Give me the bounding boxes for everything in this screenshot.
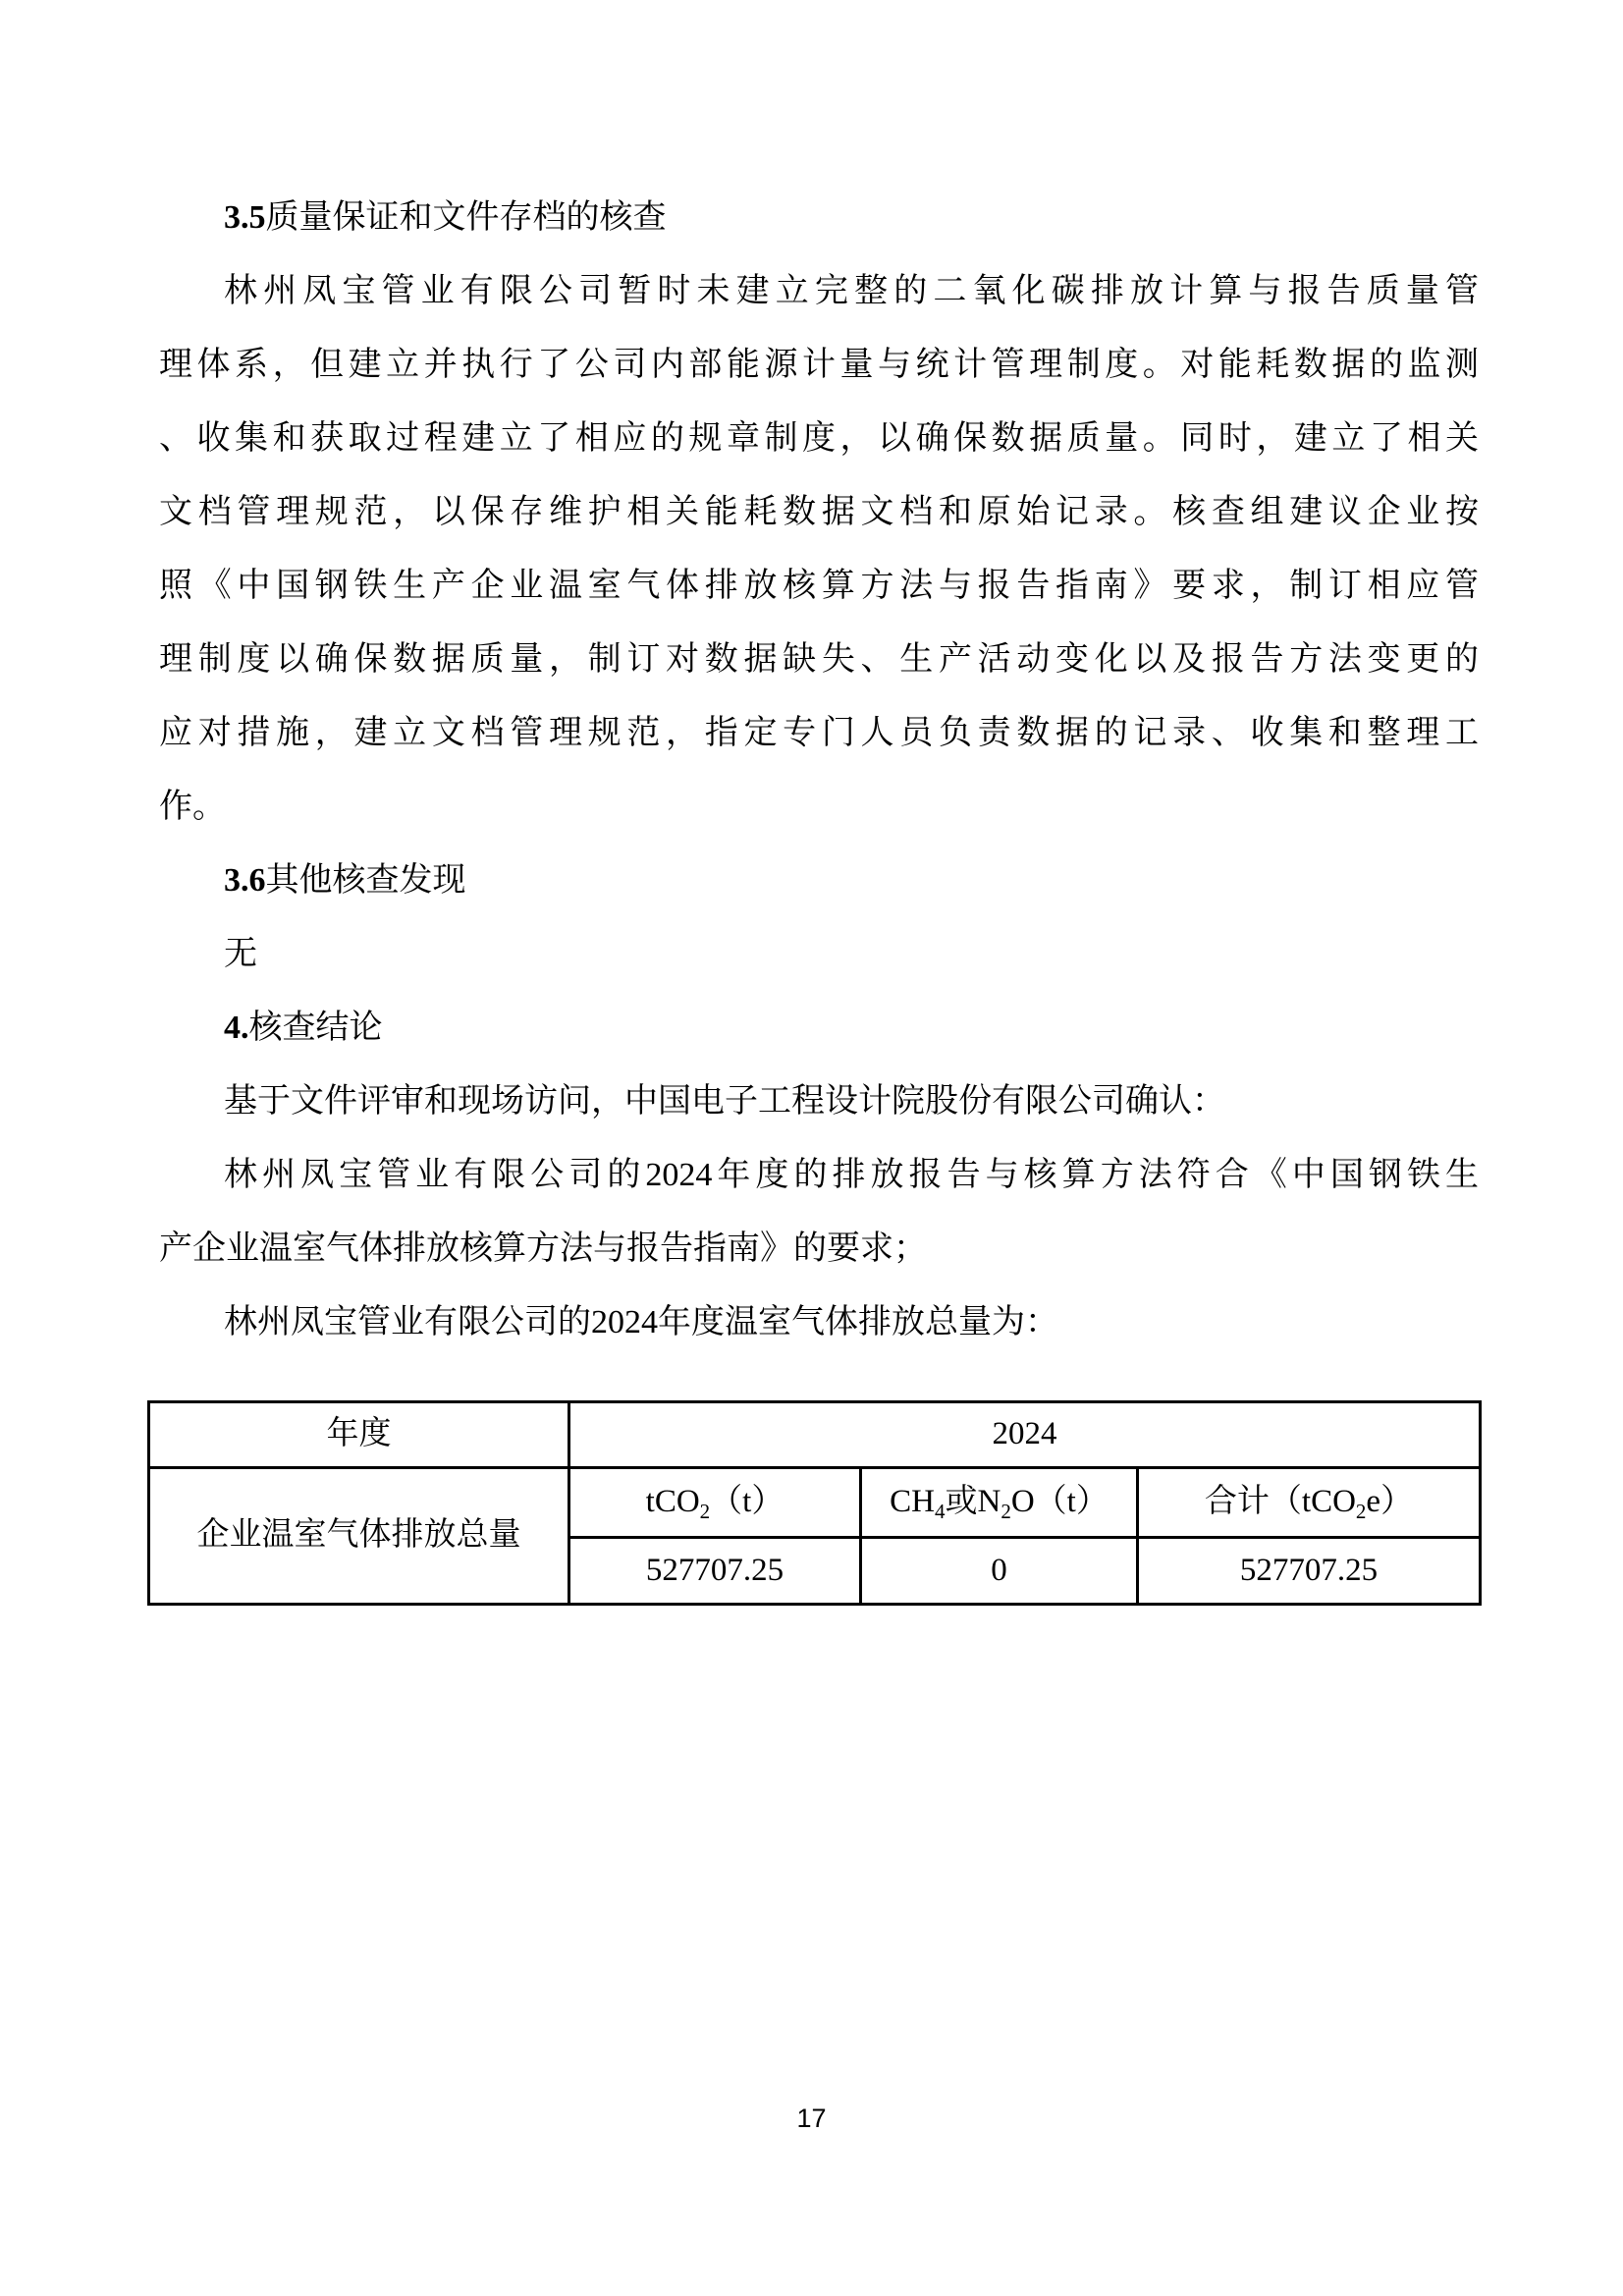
heading-3-5	[159, 181, 1479, 254]
heading-3-6-number: 3.6	[224, 862, 266, 899]
heading-4-title: 核查结论	[248, 1010, 383, 1046]
unit-ch4-text: CH	[890, 1484, 935, 1520]
unit-total-text: 合计（tCO	[1204, 1484, 1356, 1520]
unit-co2-text: tCO	[645, 1484, 700, 1520]
heading-4	[159, 991, 1479, 1065]
emissions-summary-table	[147, 1400, 1482, 1606]
paragraph-quality-line: 林州凤宝管业有限公司暂时未建立完整的二氧化碳排放计算与报告质量管	[224, 273, 1479, 309]
paragraph-total-intro: 林州凤宝管业有限公司的2024年度温室气体排放总量为：	[224, 1304, 1058, 1340]
unit-total-subscript: 2	[1355, 1500, 1367, 1524]
table-row-year	[149, 1402, 1481, 1468]
paragraph-quality-line: 、收集和获取过程建立了相应的规章制度，以确保数据质量。同时，建立了相关	[159, 420, 1479, 457]
page-number: 17	[796, 2104, 827, 2133]
table-row-units	[149, 1468, 1481, 1538]
heading-3-5-number: 3.5	[224, 199, 266, 236]
paragraph-quality-line: 理制度以确保数据质量，制订对数据缺失、生产活动变化以及报告方法变更的	[159, 641, 1479, 678]
unit-n2o-text: 或N	[945, 1484, 1001, 1520]
unit-n2o-subscript: 2	[1001, 1500, 1011, 1524]
cell-year-label: 年度	[149, 1402, 569, 1468]
unit-co2-subscript: 2	[699, 1500, 711, 1524]
heading-3-6-title: 其他核查发现	[265, 862, 466, 899]
cell-unit-co2	[569, 1468, 861, 1538]
paragraph-quality-line: 作。	[159, 789, 226, 825]
page-content	[159, 181, 1479, 1606]
cell-unit-ch4-n2o	[861, 1468, 1138, 1538]
unit-total-suffix: e）	[1366, 1484, 1414, 1520]
paragraph-compliance-line: 林州凤宝管业有限公司的2024年度的排放报告与核算方法符合《中国钢铁生	[224, 1157, 1479, 1193]
paragraph-quality-line: 应对措施，建立文档管理规范，指定专门人员负责数据的记录、收集和整理工	[159, 715, 1479, 751]
paragraph-conclusion-intro: 基于文件评审和现场访问，中国电子工程设计院股份有限公司确认：	[224, 1083, 1225, 1120]
cell-value-total: 527707.25	[1138, 1538, 1481, 1605]
cell-unit-total	[1138, 1468, 1481, 1538]
cell-row-label: 企业温室气体排放总量	[149, 1468, 569, 1605]
unit-co2-suffix: （t）	[710, 1484, 784, 1520]
cell-value-co2: 527707.25	[569, 1538, 861, 1605]
heading-4-number: 4.	[224, 1010, 249, 1046]
heading-3-5-title: 质量保证和文件存档的核查	[265, 199, 667, 236]
cell-value-ch4: 0	[861, 1538, 1138, 1605]
paragraph-quality-line: 文档管理规范，以保存维护相关能耗数据文档和原始记录。核查组建议企业按	[159, 494, 1479, 530]
none-finding-text: 无	[224, 936, 257, 972]
unit-ch4-subscript: 4	[935, 1500, 946, 1524]
paragraph-quality-line: 照《中国钢铁生产企业温室气体排放核算方法与报告指南》要求，制订相应管	[159, 568, 1479, 604]
paragraph-quality-line: 理体系，但建立并执行了公司内部能源计量与统计管理制度。对能耗数据的监测	[159, 347, 1479, 383]
paragraph-compliance-line: 产企业温室气体排放核算方法与报告指南》的要求；	[159, 1230, 927, 1267]
cell-year-value: 2024	[569, 1402, 1481, 1468]
heading-3-6	[159, 844, 1479, 917]
unit-n2o-suffix: O（t）	[1010, 1484, 1109, 1520]
